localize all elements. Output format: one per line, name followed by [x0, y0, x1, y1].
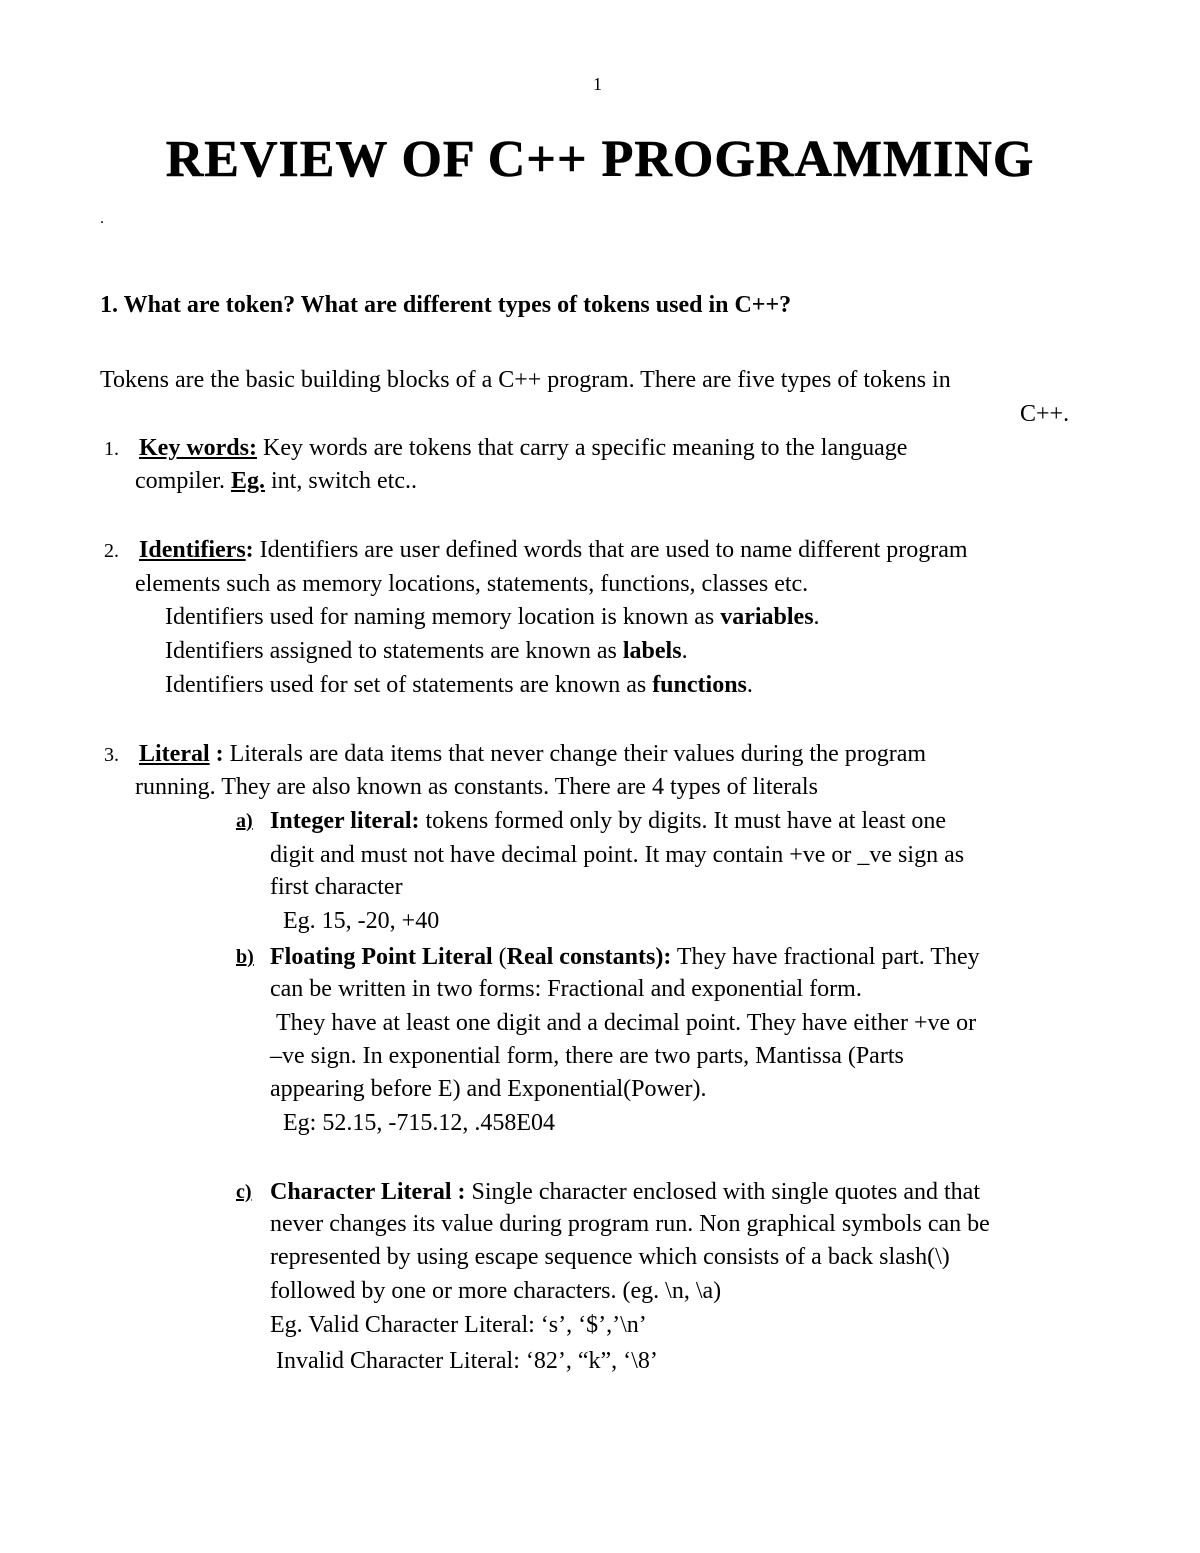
document-title: REVIEW OF C++ PROGRAMMING [165, 131, 1035, 188]
item2-line1-rest: Identifiers are user defined words that are used to name different program [253, 537, 968, 563]
item1-line1-rest: Key words are tokens that carry a specific meaning to the language [256, 435, 908, 461]
item3c-line-3: represented by using escape sequence which consists of a back slash(\) [270, 1244, 950, 1270]
item3a-example: Eg. 15, -20, +40 [283, 908, 440, 934]
item3a-line-1 [270, 805, 946, 837]
question-heading: 1. What are token? What are different types of tokens used in C++? [100, 292, 792, 318]
item3c-line1-rest: Single character enclosed with single quotes and that [465, 1179, 980, 1205]
item1-line-2 [135, 465, 417, 497]
item2-line-2: elements such as memory locations, statements, functions, classes etc. [135, 571, 809, 597]
item3a-line-2: digit and must not have decimal point. It may contain +ve or _ve sign as [270, 842, 965, 868]
item3b-paren-close: ): [655, 944, 672, 970]
item2-variables-line [165, 601, 820, 633]
item3c-line-4: followed by one or more characters. (eg. \n, \a) [270, 1278, 722, 1304]
item2-line-1 [104, 534, 968, 567]
item2-variables-text: Identifiers used for naming memory location is known as [165, 604, 721, 630]
intro-line-2: C++. [1020, 401, 1070, 427]
item2-labels-term: labels [622, 638, 682, 664]
item3-number: 3. [104, 744, 119, 766]
item3a-line1-rest: tokens formed only by digits. It must have at least one [419, 808, 947, 834]
item3b-example: Eg: 52.15, -715.12, .458E04 [283, 1110, 555, 1136]
item1-line2-start: compiler. [135, 468, 231, 494]
item3c-term: Character Literal : [270, 1179, 466, 1205]
item3b-marker: b) [236, 946, 254, 968]
intro-line-1: Tokens are the basic building blocks of a C++ program. There are five types of tokens in [100, 367, 951, 393]
item2-variables-period: . [813, 604, 820, 630]
item3c-invalid-example: Invalid Character Literal: ‘82’, “k”, ‘\8’ [276, 1348, 658, 1374]
item1-number: 1. [104, 438, 119, 460]
item2-colon: : [245, 537, 254, 563]
item1-eg-label: Eg. [230, 468, 265, 494]
item3-colon: : [209, 741, 224, 767]
item2-labels-line [165, 635, 688, 667]
item3b-term-real: Real constants [506, 944, 656, 970]
item3c-marker: c) [236, 1181, 252, 1203]
item3c-line-2: never changes its value during program run. Non graphical symbols can be [270, 1211, 990, 1237]
item3a-marker: a) [236, 810, 253, 832]
item3b-line-5: appearing before E) and Exponential(Power). [270, 1076, 707, 1102]
stray-bullet: . [100, 210, 104, 227]
item2-term: Identifiers [139, 537, 246, 563]
item1-line-1 [104, 432, 907, 465]
item3a-term: Integer literal: [270, 808, 420, 834]
item3b-line-3: They have at least one digit and a decimal point. They have either +ve or [276, 1010, 977, 1036]
item3-term: Literal [139, 741, 210, 767]
item2-functions-text: Identifiers used for set of statements are known as [165, 672, 653, 698]
item3b-line-1 [270, 941, 980, 973]
item2-number: 2. [104, 540, 119, 562]
item3b-term: Floating Point Literal [270, 944, 493, 970]
item2-functions-period: . [746, 672, 753, 698]
item3-line-2: running. They are also known as constants. There are 4 types of literals [135, 774, 818, 800]
item2-labels-text: Identifiers assigned to statements are known as [165, 638, 623, 664]
item3c-line-1 [270, 1176, 980, 1208]
item3b-line-4: –ve sign. In exponential form, there are two parts, Mantissa (Parts [270, 1043, 904, 1069]
item1-line2-rest: int, switch etc.. [265, 468, 417, 494]
item3b-line-2: can be written in two forms: Fractional and exponential form. [270, 976, 862, 1002]
item3c-valid-example: Eg. Valid Character Literal: ‘s’, ‘$’,’\n’ [270, 1312, 647, 1338]
item3b-line1-rest: They have fractional part. They [671, 944, 980, 970]
item3-line1-rest: Literals are data items that never change their values during the program [223, 741, 927, 767]
item3a-line-3: first character [270, 874, 403, 900]
item1-term: Key words: [139, 435, 257, 461]
item2-labels-period: . [681, 638, 688, 664]
item3-line-1 [104, 738, 926, 771]
item2-functions-term: functions [652, 672, 747, 698]
item2-variables-term: variables [720, 604, 814, 630]
item3b-paren-open: ( [492, 944, 507, 970]
item2-functions-line [165, 669, 753, 701]
page-number: 1 [593, 74, 602, 94]
